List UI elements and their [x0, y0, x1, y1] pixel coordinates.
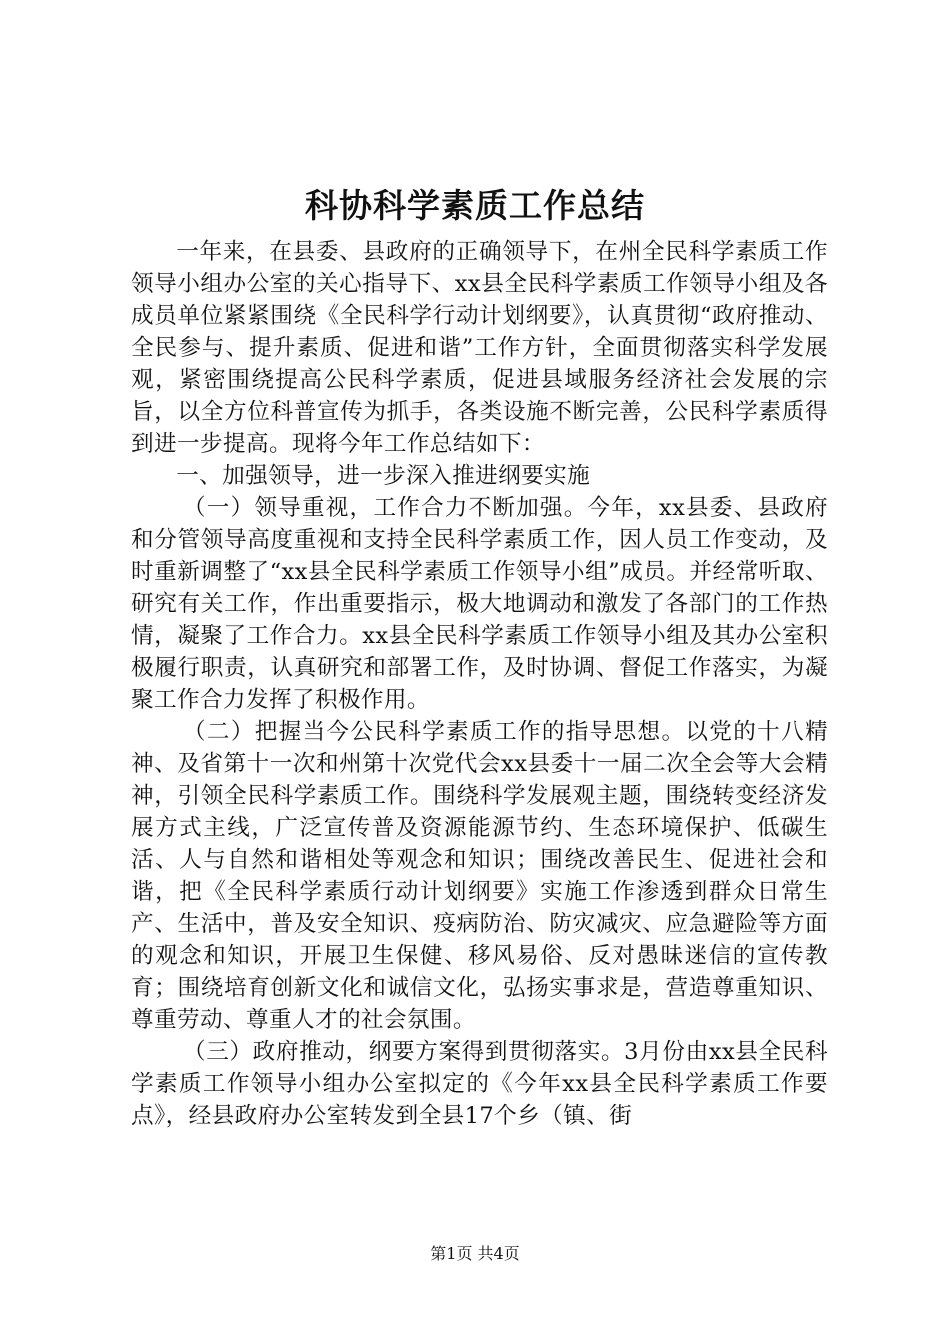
- section-heading: 一、加强领导，进一步深入推进纲要实施: [176, 463, 591, 489]
- document-title: 科协科学素质工作总结: [305, 186, 645, 225]
- page-total: 共4页: [477, 1244, 520, 1263]
- intro-paragraph: 一年来，在县委、县政府的正确领导下，在州全民科学素质工作领导小组办公室的关心指导下、xx县全民科学素质工作领导小组及各成员单位紧紧围绕《全民科学行动计划纲要》，认真贯彻“政府推动、全民参与、提升素质、促进和谐”工作方针，全面贯彻落实科学发展观，紧密围绕提高公民科学素质，促进县域服务经济社会发展的宗旨，以全方位科普宣传为抓手，各类设施不断完善，公民科学素质得到进一步提高。现将今年工作总结如下：: [131, 239, 828, 457]
- document-body: [131, 236, 828, 1132]
- subsection-paragraph-1: （一）领导重视，工作合力不断加强。今年，xx县委、县政府和分管领导高度重视和支持全民科学素质工作，因人员工作变动，及时重新调整了“xx县全民科学素质工作领导小组”成员。并经常听取、研究有关工作，作出重要指示，极大地调动和激发了各部门的工作热情，凝聚了工作合力。xx县全民科学素质工作领导小组及其办公室积极履行职责，认真研究和部署工作，及时协调、督促工作落实，为凝聚工作合力发挥了积极作用。: [131, 495, 828, 713]
- subsection-paragraph-3: （三）政府推动，纲要方案得到贯彻落实。3月份由xx县全民科学素质工作领导小组办公室拟定的《今年xx县全民科学素质工作要点》，经县政府办公室转发到全县17个乡（镇、街: [131, 1039, 828, 1129]
- page-number: 第1页: [430, 1244, 473, 1263]
- page-footer: [0, 1243, 950, 1265]
- subsection-paragraph-2: （二）把握当今公民科学素质工作的指导思想。以党的十八精神、及省第十一次和州第十次党代会xx县委十一届二次全会等大会精神，引领全民科学素质工作。围绕科学发展观主题，围绕转变经济发展方式主线，广泛宣传普及资源能源节约、生态环境保护、低碳生活、人与自然和谐相处等观念和知识；围绕改善民生、促进社会和谐，把《全民科学素质行动计划纲要》实施工作渗透到群众日常生产、生活中，普及安全知识、疫病防治、防灾减灾、应急避险等方面的观念和知识，开展卫生保健、移风易俗、反对愚昧迷信的宣传教育；围绕培育创新文化和诚信文化，弘扬实事求是，营造尊重知识、尊重劳动、尊重人才的社会氛围。: [131, 719, 828, 1033]
